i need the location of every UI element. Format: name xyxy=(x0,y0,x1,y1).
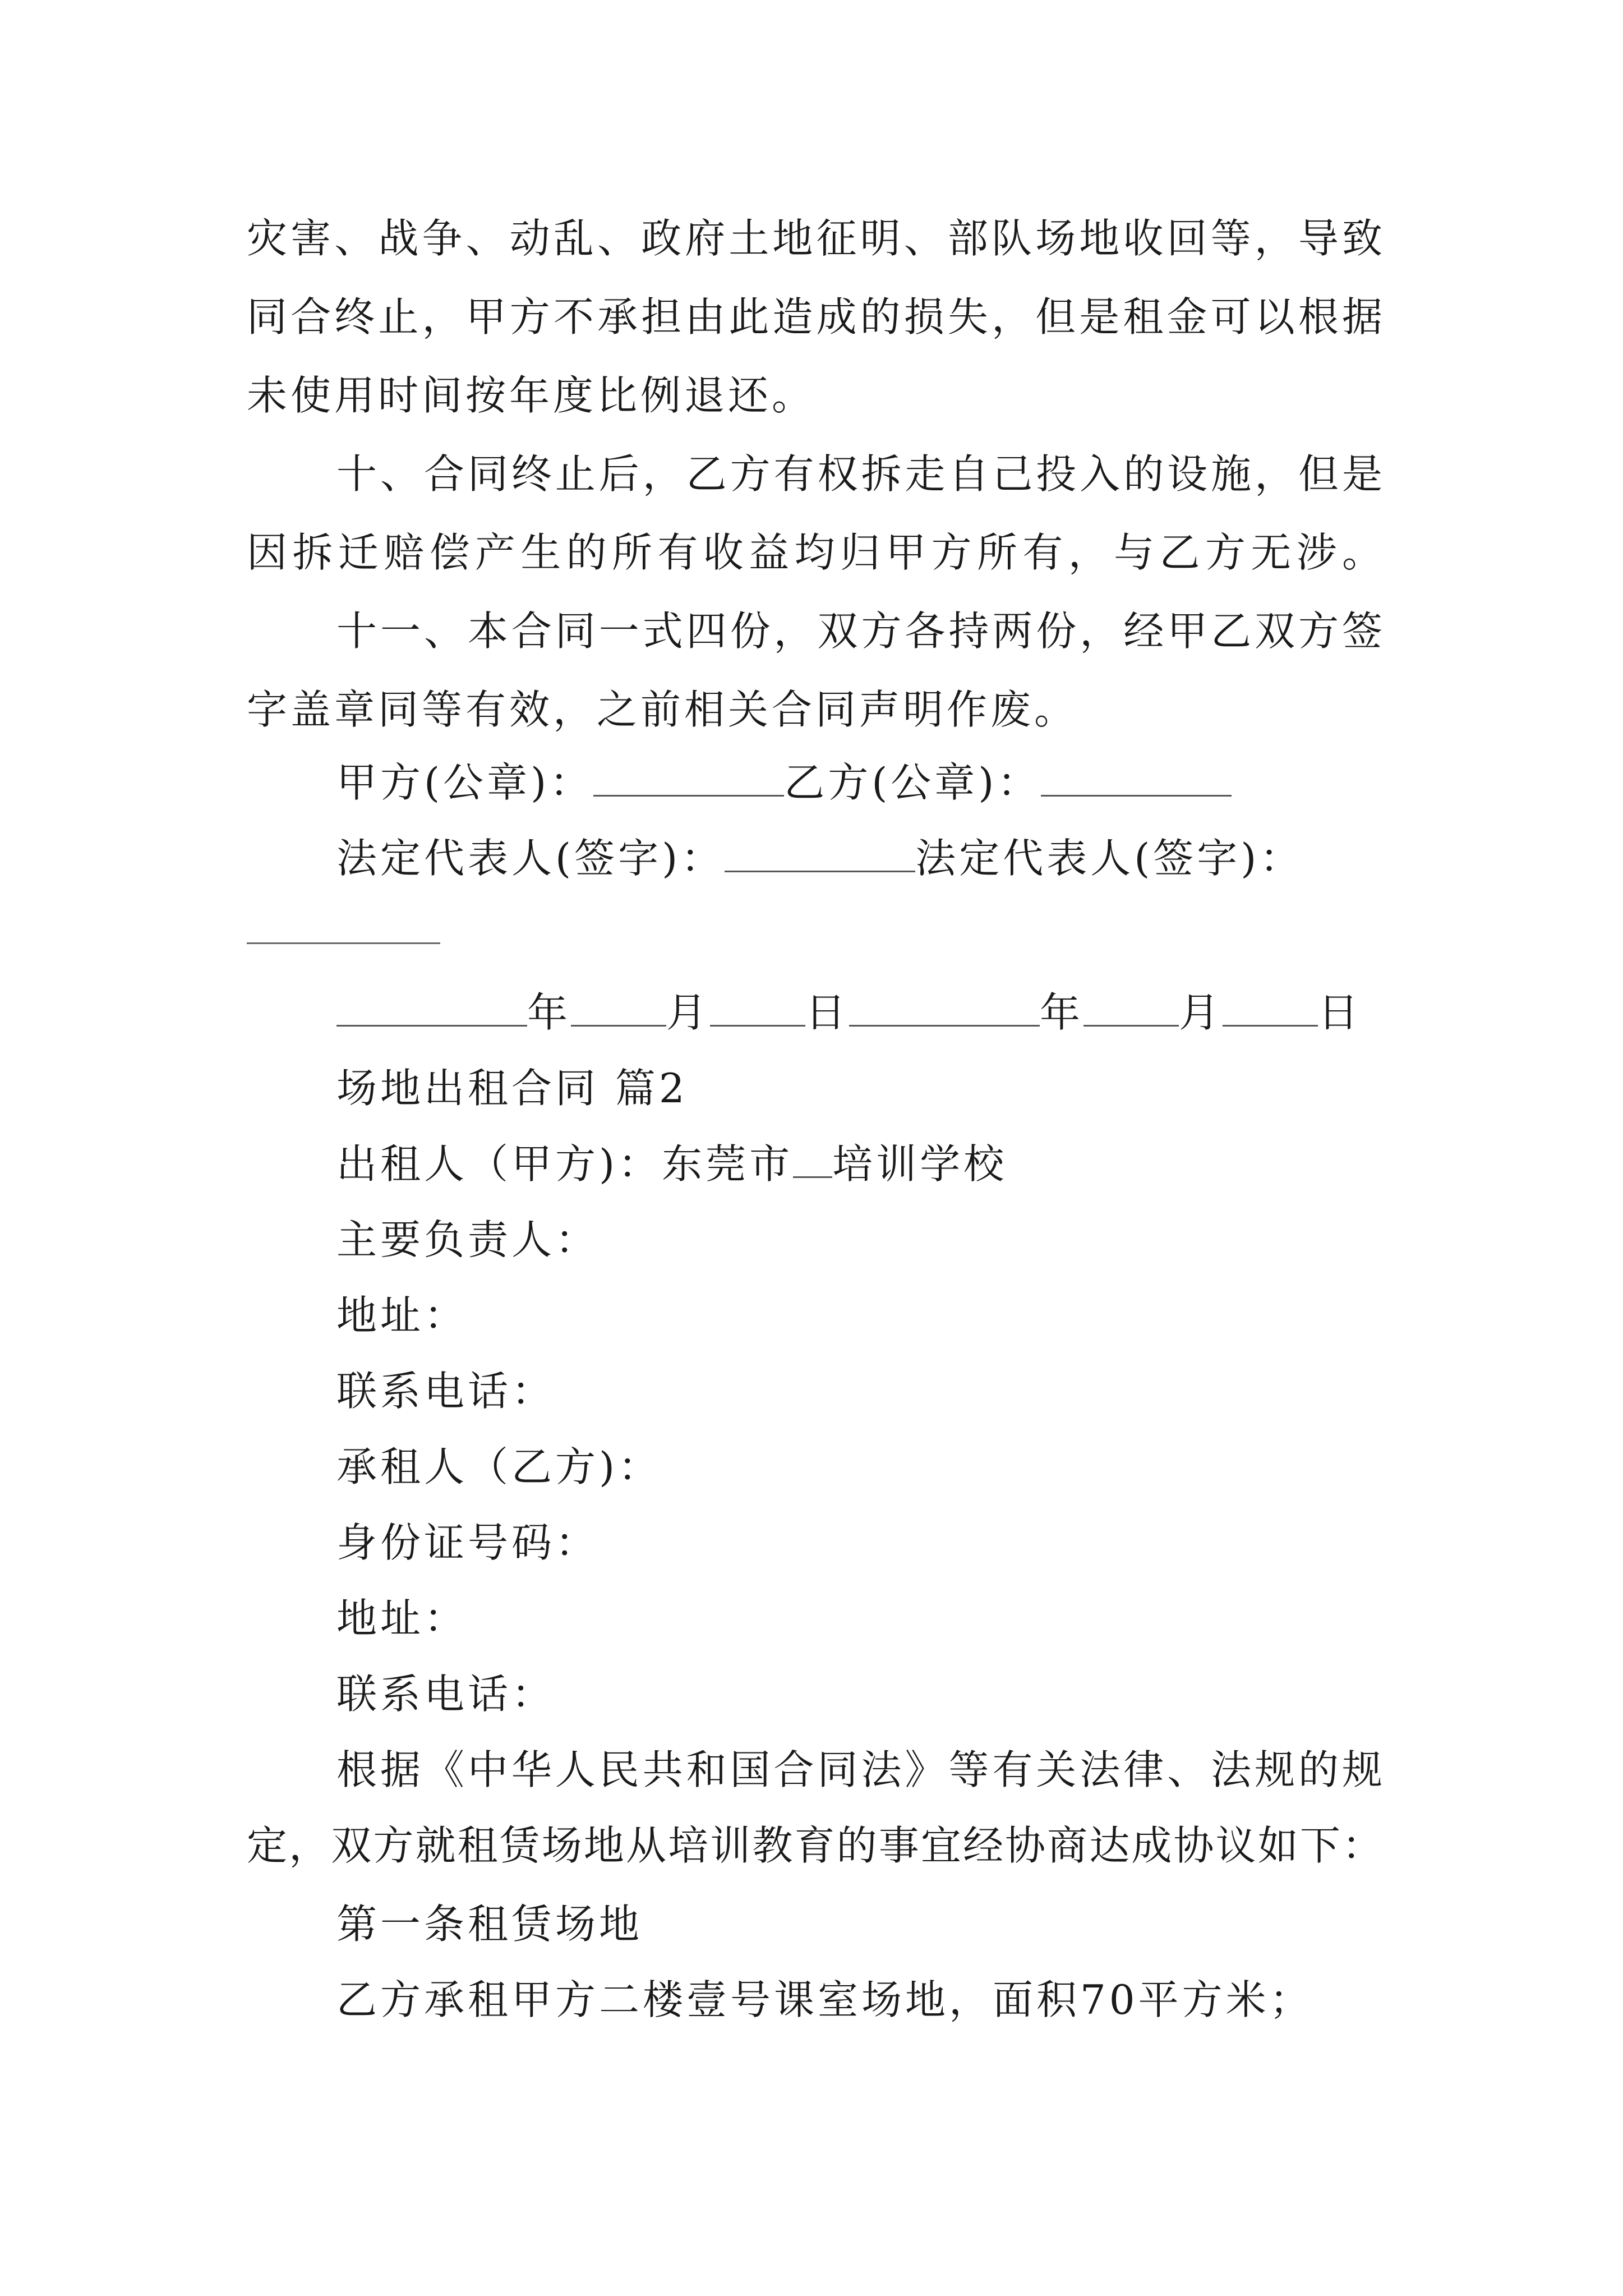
id-number-label: 身份证号码： xyxy=(336,1519,600,1566)
article-title: 第一条租赁场地 xyxy=(336,1901,643,1948)
address-label: 地址： xyxy=(336,1292,468,1339)
paragraph-line: 十、合同终止后，乙方有权拆走自己投入的设施，但是 xyxy=(336,450,1382,498)
phone-label: 联系电话： xyxy=(336,1671,556,1718)
rep-a-label: 法定代表人(签字)： xyxy=(336,835,725,882)
year-a-blank xyxy=(336,991,527,1027)
lessor-line xyxy=(336,1142,1007,1186)
month-a-blank xyxy=(571,991,666,1027)
lessor-suffix: 培训学校 xyxy=(832,1140,1008,1188)
day-a-label: 日 xyxy=(805,989,850,1036)
responsible-label: 主要负责人： xyxy=(336,1216,600,1263)
month-a-label: 月 xyxy=(666,989,711,1036)
phone-label: 联系电话： xyxy=(336,1368,556,1415)
day-b-label: 日 xyxy=(1318,989,1362,1036)
month-b-blank xyxy=(1083,991,1179,1027)
paragraph-line: 十一、本合同一式四份，双方各持两份，经甲乙双方签 xyxy=(336,608,1382,655)
year-a-label: 年 xyxy=(527,989,571,1036)
section-title: 场地出租合同 篇2 xyxy=(336,1065,688,1112)
paragraph-line: 未使用时间按年度比例退还。 xyxy=(247,372,816,419)
paragraph-line: 字盖章同等有效，之前相关合同声明作废。 xyxy=(247,686,1078,733)
representative-line xyxy=(336,836,1303,881)
paragraph-line: 因拆迁赔偿产生的所有收益均归甲方所有，与乙方无涉。 xyxy=(247,529,1382,576)
year-b-label: 年 xyxy=(1040,989,1084,1036)
lessor-blank xyxy=(793,1143,832,1178)
party-b-seal-blank xyxy=(1041,761,1232,797)
party-b-seal-label: 乙方(公章)： xyxy=(784,759,1041,806)
date-line xyxy=(336,990,1362,1035)
paragraph-line: 定，双方就租赁场地从培训教育的事宜经协商达成协议如下： xyxy=(247,1822,1382,1869)
paragraph-line: 根据《中华人民共和国合同法》等有关法律、法规的规 xyxy=(336,1746,1382,1793)
seal-line xyxy=(336,760,1232,805)
lessee-label: 承租人（乙方)： xyxy=(336,1443,662,1490)
party-a-seal-blank xyxy=(593,761,784,797)
party-a-seal-label: 甲方(公章)： xyxy=(336,759,594,806)
year-b-blank xyxy=(849,991,1040,1027)
rep-a-blank xyxy=(725,837,915,872)
day-a-blank xyxy=(710,991,805,1027)
address-label: 地址： xyxy=(336,1595,468,1642)
month-b-label: 月 xyxy=(1179,989,1223,1036)
paragraph-line: 同合终止，甲方不承担由此造成的损失，但是租金可以根据 xyxy=(247,293,1382,341)
day-b-blank xyxy=(1223,991,1318,1027)
rep-b-label: 法定代表人(签字)： xyxy=(915,835,1304,882)
rep-b-blank xyxy=(247,942,440,944)
paragraph-line: 灾害、战争、动乱、政府土地征明、部队场地收回等，导致 xyxy=(247,215,1382,262)
lessor-prefix: 出租人（甲方)：东莞市 xyxy=(336,1140,794,1188)
article-text: 乙方承租甲方二楼壹号课室场地，面积70平方米； xyxy=(336,1976,1313,2023)
